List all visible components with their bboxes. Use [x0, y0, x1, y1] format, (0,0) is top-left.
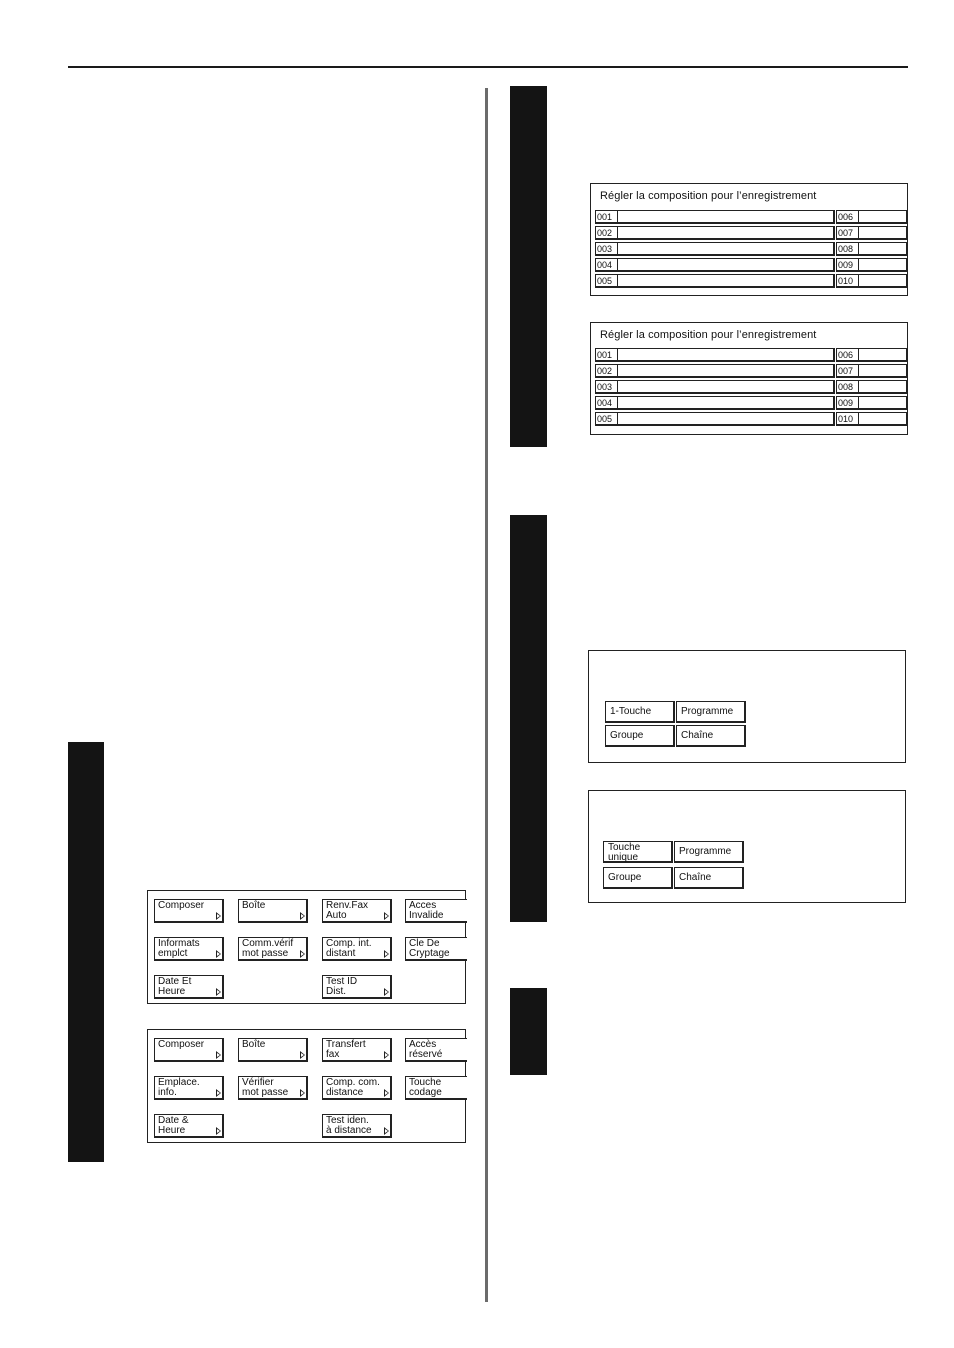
- step-bar-right-2: [510, 515, 547, 922]
- arrow-icon: [216, 912, 221, 920]
- arrow-icon: [384, 988, 389, 996]
- arrow-icon: [216, 1089, 221, 1097]
- row-number: 007: [837, 227, 859, 238]
- row-number: 005: [596, 413, 618, 424]
- compose-button[interactable]: [154, 899, 224, 923]
- function-panel-a: [147, 890, 466, 1004]
- date-time-button[interactable]: [154, 975, 224, 999]
- button-label: Test iden. à distance: [326, 1115, 372, 1136]
- row-number: 001: [596, 349, 618, 360]
- button-label: Vérifier mot passe: [242, 1077, 289, 1098]
- row-number: 009: [837, 259, 859, 270]
- row-number: 003: [596, 381, 618, 392]
- fax-forward-button[interactable]: [322, 1038, 392, 1062]
- row-number: 004: [596, 397, 618, 408]
- speed-dial-row[interactable]: [836, 274, 908, 288]
- button-label: Date & Heure: [158, 1115, 189, 1136]
- password-check-button[interactable]: [238, 937, 308, 961]
- button-label: Acces Invalide: [409, 900, 444, 921]
- arrow-icon: [300, 1089, 305, 1097]
- button-label: Comm.vérif mot passe: [242, 938, 294, 959]
- arrow-icon: [300, 1051, 305, 1059]
- function-panel-b: [147, 1029, 466, 1143]
- speed-dial-row[interactable]: [836, 258, 908, 272]
- restricted-access-button[interactable]: [405, 1038, 467, 1062]
- row-number: 002: [596, 227, 618, 238]
- box-button[interactable]: [238, 1038, 308, 1062]
- button-label: Date Et Heure: [158, 976, 192, 997]
- arrow-icon: [216, 950, 221, 958]
- program-button[interactable]: [674, 841, 744, 863]
- location-info-button[interactable]: [154, 937, 224, 961]
- row-number: 001: [596, 211, 618, 222]
- arrow-icon: [384, 912, 389, 920]
- dial-panel-title: Régler la composition pour l’enregistrement: [600, 329, 817, 341]
- row-number: 006: [837, 211, 859, 222]
- button-label: Programme: [681, 706, 734, 717]
- location-info-button[interactable]: [154, 1076, 224, 1100]
- step-bar-left: [68, 742, 104, 1162]
- speed-dial-row[interactable]: [595, 242, 835, 256]
- button-label: Touche codage: [409, 1077, 442, 1098]
- speed-dial-row[interactable]: [595, 258, 835, 272]
- program-button[interactable]: [676, 701, 746, 723]
- row-number: 010: [837, 275, 859, 286]
- row-number: 004: [596, 259, 618, 270]
- button-label: Composer: [158, 900, 205, 911]
- group-button[interactable]: [605, 725, 675, 747]
- button-label: Touche unique: [608, 842, 641, 863]
- chain-button[interactable]: [674, 867, 744, 889]
- encryption-key-button[interactable]: [405, 1076, 467, 1100]
- compose-button[interactable]: [154, 1038, 224, 1062]
- speed-dial-row[interactable]: [595, 364, 835, 378]
- arrow-icon: [384, 1127, 389, 1135]
- dial-panel-a: [590, 183, 908, 296]
- date-time-button[interactable]: [154, 1114, 224, 1138]
- button-label: Informats emplct: [158, 938, 200, 959]
- row-number: 008: [837, 381, 859, 392]
- speed-dial-row[interactable]: [836, 242, 908, 256]
- speed-dial-row[interactable]: [836, 226, 908, 240]
- row-number: 006: [837, 349, 859, 360]
- dial-panel-title: Régler la composition pour l’enregistrement: [600, 190, 817, 202]
- registration-type-panel-a: [588, 650, 906, 763]
- one-touch-button[interactable]: [603, 841, 673, 863]
- button-label: Programme: [679, 846, 732, 857]
- group-button[interactable]: [603, 867, 673, 889]
- button-label: Test ID Dist.: [326, 976, 358, 997]
- arrow-icon: [300, 950, 305, 958]
- encryption-key-button[interactable]: [405, 937, 467, 961]
- button-label: Groupe: [608, 872, 642, 883]
- remote-comm-button[interactable]: [322, 937, 392, 961]
- speed-dial-row[interactable]: [595, 210, 835, 224]
- speed-dial-row[interactable]: [595, 396, 835, 410]
- speed-dial-row[interactable]: [836, 348, 908, 362]
- arrow-icon: [384, 1089, 389, 1097]
- button-label: Composer: [158, 1039, 205, 1050]
- speed-dial-row[interactable]: [595, 348, 835, 362]
- button-label: Accès réservé: [409, 1039, 443, 1060]
- remote-id-test-button[interactable]: [322, 975, 392, 999]
- row-number: 002: [596, 365, 618, 376]
- column-divider: [485, 88, 488, 1302]
- arrow-icon: [216, 1051, 221, 1059]
- remote-id-test-button[interactable]: [322, 1114, 392, 1138]
- button-label: Emplace. info.: [158, 1077, 200, 1098]
- speed-dial-row[interactable]: [836, 380, 908, 394]
- step-bar-right-3: [510, 988, 547, 1075]
- row-number: 007: [837, 365, 859, 376]
- chain-button[interactable]: [676, 725, 746, 747]
- row-number: 010: [837, 413, 859, 424]
- auto-forward-fax-button[interactable]: [322, 899, 392, 923]
- button-label: Chaîne: [679, 872, 712, 883]
- button-label: Comp. com. distance: [326, 1077, 380, 1098]
- speed-dial-row[interactable]: [595, 226, 835, 240]
- registration-type-panel-b: [588, 790, 906, 903]
- arrow-icon: [216, 1127, 221, 1135]
- arrow-icon: [300, 912, 305, 920]
- speed-dial-row[interactable]: [595, 412, 835, 426]
- button-label: Boîte: [242, 900, 266, 911]
- speed-dial-row[interactable]: [595, 380, 835, 394]
- button-label: 1-Touche: [610, 706, 652, 717]
- restricted-access-button[interactable]: [405, 899, 467, 923]
- row-number: 003: [596, 243, 618, 254]
- header-rule: [68, 66, 908, 68]
- arrow-icon: [384, 1051, 389, 1059]
- speed-dial-row[interactable]: [595, 274, 835, 288]
- step-bar-right-1: [510, 86, 547, 447]
- button-label: Renv.Fax Auto: [326, 900, 369, 921]
- remote-comm-button[interactable]: [322, 1076, 392, 1100]
- speed-dial-row[interactable]: [836, 412, 908, 426]
- dial-panel-b: [590, 322, 908, 435]
- button-label: Boîte: [242, 1039, 266, 1050]
- button-label: Chaîne: [681, 730, 714, 741]
- button-label: Cle De Cryptage: [409, 938, 450, 959]
- row-number: 009: [837, 397, 859, 408]
- row-number: 005: [596, 275, 618, 286]
- speed-dial-row[interactable]: [836, 396, 908, 410]
- button-label: Transfert fax: [326, 1039, 366, 1060]
- one-touch-button[interactable]: [605, 701, 675, 723]
- button-label: Groupe: [610, 730, 644, 741]
- row-number: 008: [837, 243, 859, 254]
- speed-dial-row[interactable]: [836, 364, 908, 378]
- box-button[interactable]: [238, 899, 308, 923]
- password-check-button[interactable]: [238, 1076, 308, 1100]
- arrow-icon: [216, 988, 221, 996]
- button-label: Comp. int. distant: [326, 938, 372, 959]
- arrow-icon: [384, 950, 389, 958]
- speed-dial-row[interactable]: [836, 210, 908, 224]
